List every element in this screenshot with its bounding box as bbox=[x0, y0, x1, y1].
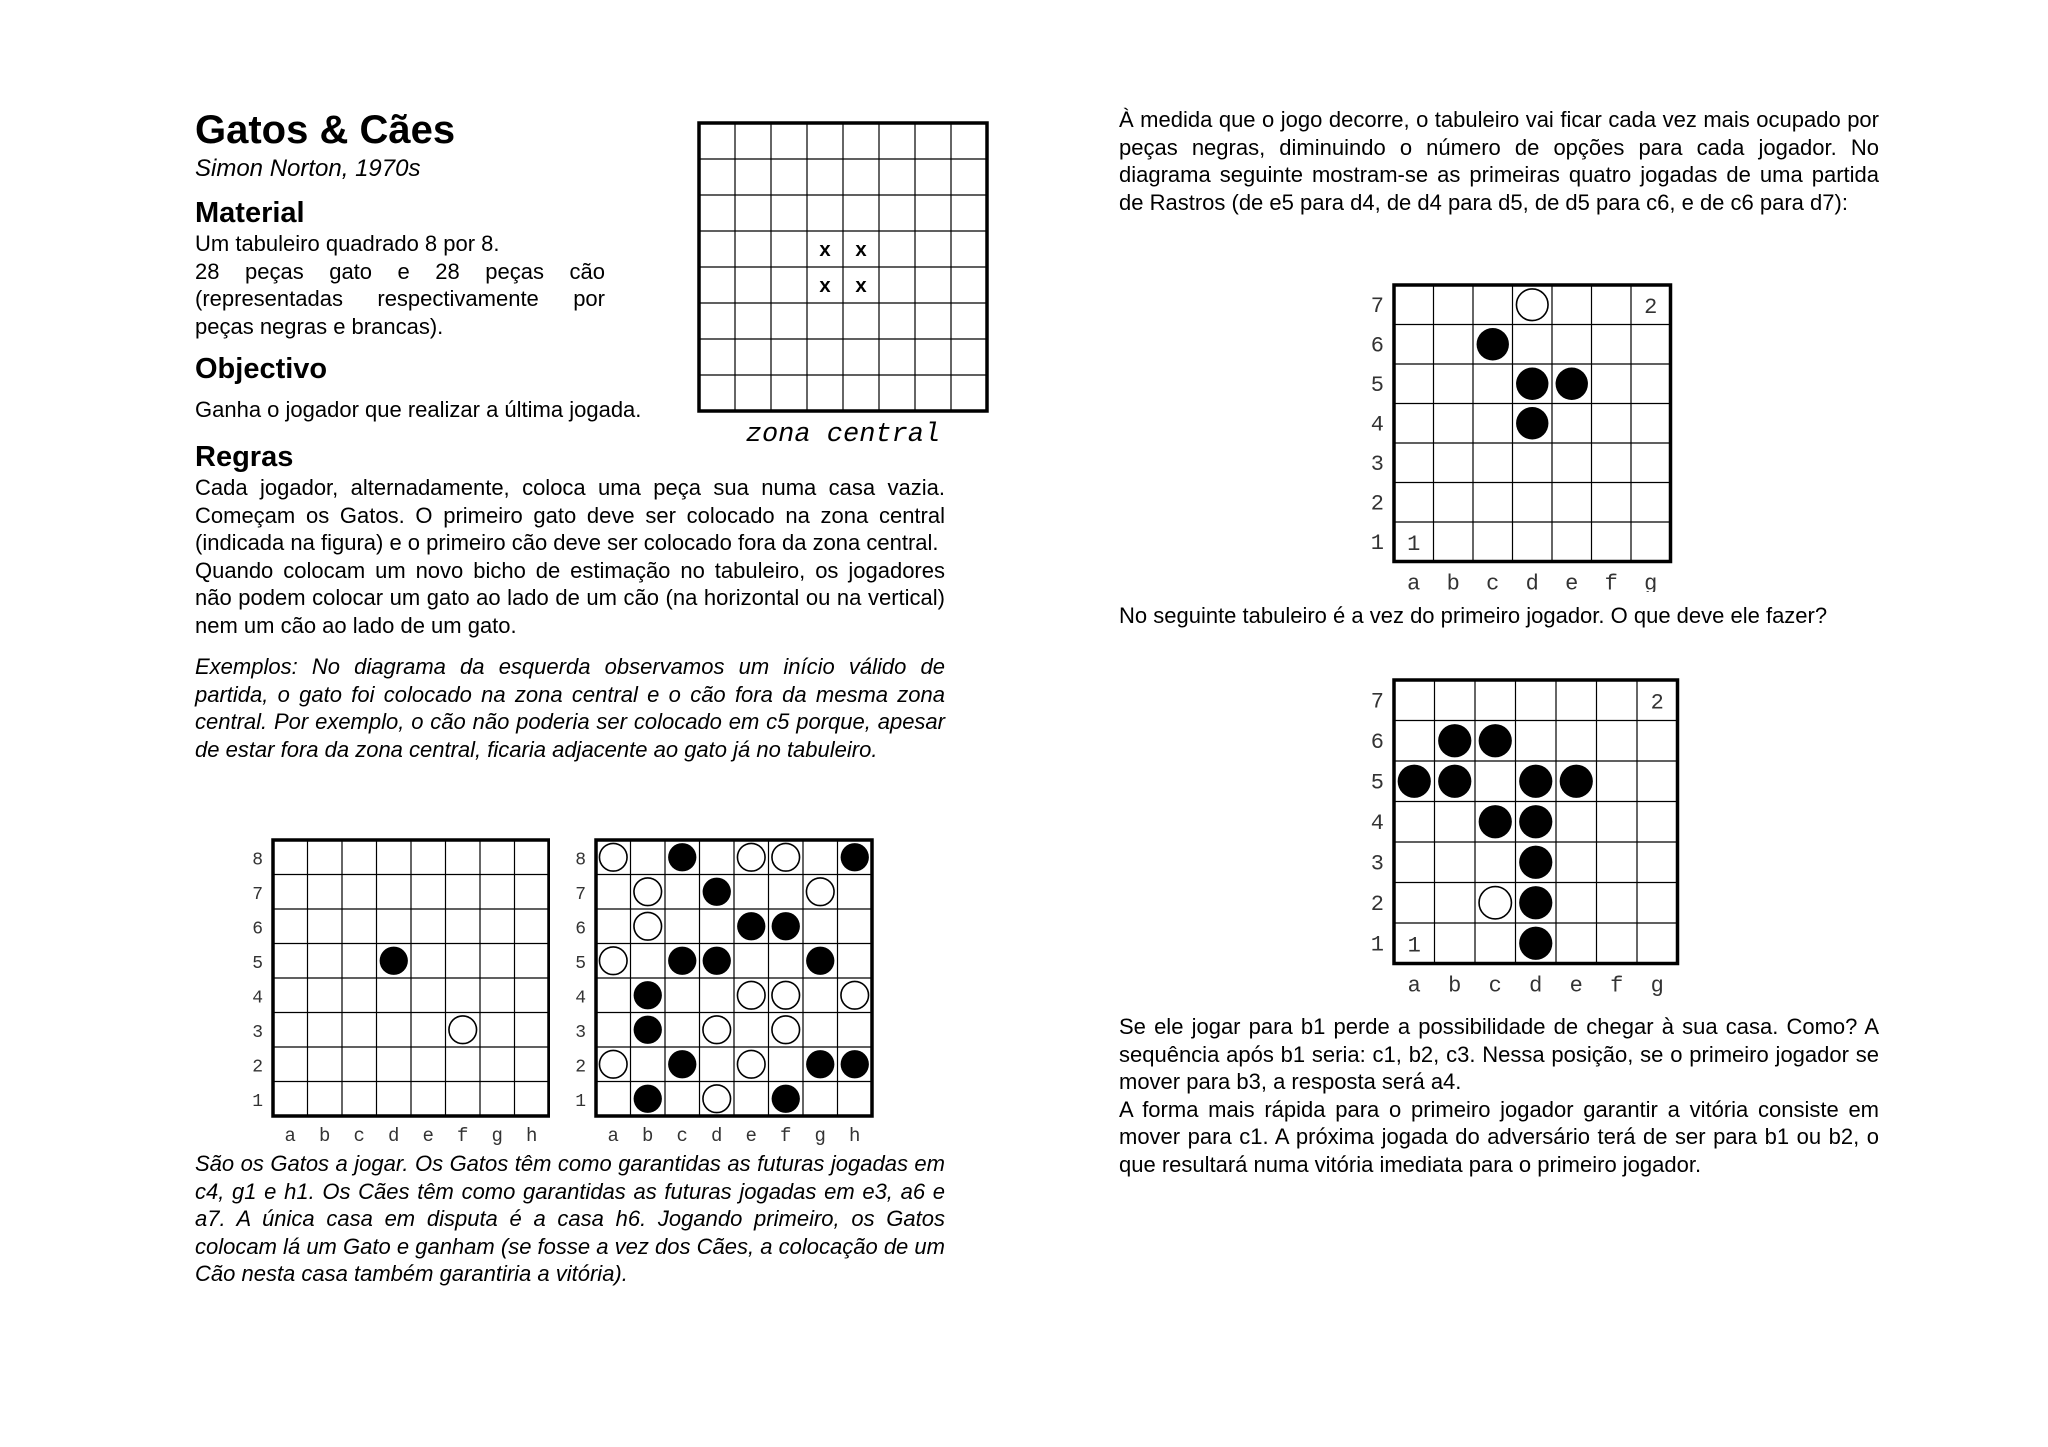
board-mid-white-piece-b6 bbox=[634, 912, 662, 940]
rastros2-rank-label-7: 7 bbox=[1370, 689, 1384, 715]
rastros1-file-label-a: a bbox=[1407, 571, 1421, 592]
rastros-board-1 bbox=[1350, 282, 1680, 597]
zone-mark-e4: x bbox=[854, 276, 868, 299]
rastros2-white-piece-c2 bbox=[1479, 887, 1511, 919]
material-line-2: 28 peças gato e 28 peças cão (representadas respectivamente por peças negras e brancas). bbox=[195, 258, 605, 339]
rastros1-file-label-f: f bbox=[1604, 571, 1618, 592]
rastros2-rank-label-6: 6 bbox=[1370, 729, 1384, 755]
rastros2-black-piece-d5 bbox=[1519, 765, 1552, 798]
board-mid-black-piece-f6 bbox=[772, 912, 800, 940]
board-left-file-label-d: d bbox=[388, 1125, 400, 1147]
board-mid-rank-label-8: 8 bbox=[575, 850, 586, 871]
rastros2-file-label-g: g bbox=[1650, 973, 1664, 997]
material-heading: Material bbox=[195, 197, 305, 229]
rastros2-file-label-a: a bbox=[1407, 973, 1421, 997]
board-mid-file-label-d: d bbox=[711, 1125, 723, 1147]
rastros2-file-label-f: f bbox=[1610, 973, 1624, 997]
board-left-svg bbox=[245, 838, 550, 1148]
question-text: No seguinte tabuleiro é a vez do primeiro jogador. O que deve ele fazer? bbox=[1119, 603, 1828, 628]
rastros1-rank-label-3: 3 bbox=[1370, 451, 1384, 477]
board-mid-black-piece-f1 bbox=[772, 1085, 800, 1113]
rastros-board-2 bbox=[1350, 677, 1680, 1002]
rastros1-white-piece-d7 bbox=[1516, 289, 1548, 321]
answer-block bbox=[1119, 1013, 1879, 1178]
rastros2-black-piece-a5 bbox=[1398, 765, 1431, 798]
board-left-rank-label-1: 1 bbox=[252, 1091, 263, 1112]
rastros1-black-piece-c6 bbox=[1477, 328, 1509, 360]
examples-paragraph: Exemplos: No diagrama da esquerda observamos um início válido de partida, o gato foi colocado na zona central e o cão fora da mesma zona central. Por exemplo, o cão não poderia ser colocado em c5 porque, apesar de estar fora da zona central, ficaria adjacente ao gato já no tabuleiro. bbox=[195, 654, 945, 762]
board-mid-black-piece-d7 bbox=[703, 878, 731, 906]
board-left-rank-label-7: 7 bbox=[252, 884, 263, 905]
board-mid-white-piece-b7 bbox=[634, 878, 662, 906]
objective-heading: Objectivo bbox=[195, 353, 328, 385]
board-mid-white-piece-e8 bbox=[737, 843, 765, 871]
rastros1-rank-label-2: 2 bbox=[1370, 491, 1384, 517]
board-left-file-label-f: f bbox=[457, 1125, 469, 1147]
zone-caption: zona central bbox=[745, 420, 941, 450]
board-mid-white-piece-e2 bbox=[737, 1050, 765, 1078]
board-mid-file-label-c: c bbox=[676, 1125, 688, 1147]
rastros-board-1-svg bbox=[1350, 282, 1680, 592]
board-mid-white-piece-a8 bbox=[599, 843, 627, 871]
rastros2-rank-label-4: 4 bbox=[1370, 810, 1384, 836]
board-mid-white-piece-g7 bbox=[806, 878, 834, 906]
board-left-rank-label-3: 3 bbox=[252, 1022, 263, 1043]
rastros2-black-piece-d2 bbox=[1519, 886, 1552, 919]
rastros1-rank-label-7: 7 bbox=[1370, 293, 1384, 319]
rules-paragraph-1: Cada jogador, alternadamente, coloca uma peça sua numa casa vazia. Começam os Gatos. O primeiro gato deve ser colocado na zona central (indicada na figura) e o primeiro cão deve ser colocado fora da zona central. bbox=[195, 475, 945, 555]
board-mid-black-piece-g5 bbox=[806, 947, 834, 975]
zone-mark-d4: x bbox=[818, 276, 832, 299]
board-middle bbox=[568, 838, 878, 1153]
board-left-rank-label-8: 8 bbox=[252, 850, 263, 871]
board-left-white-piece-f3 bbox=[449, 1016, 477, 1044]
rules-heading: Regras bbox=[195, 441, 294, 473]
board-mid-white-piece-f8 bbox=[772, 843, 800, 871]
board-left-rank-label-6: 6 bbox=[252, 919, 263, 940]
board-mid-file-label-a: a bbox=[607, 1125, 619, 1147]
rastros1-corner-bottom-label: 1 bbox=[1407, 531, 1421, 557]
answer-paragraph-2: A forma mais rápida para o primeiro jogador garantir a vitória consiste em mover para c1. A próxima jogada do adversário terá de ser para b1 ou b2, o que resultará numa vitória imediata para o primeiro jogador. bbox=[1119, 1096, 1879, 1177]
board-mid-black-piece-g2 bbox=[806, 1050, 834, 1078]
rastros1-rank-label-4: 4 bbox=[1370, 412, 1384, 438]
rastros1-rank-label-6: 6 bbox=[1370, 333, 1384, 359]
rastros2-black-piece-c4 bbox=[1479, 805, 1512, 838]
board-middle-svg bbox=[568, 838, 878, 1148]
rastros1-file-label-d: d bbox=[1525, 571, 1539, 592]
rastros2-file-label-c: c bbox=[1488, 973, 1502, 997]
board-mid-white-piece-a2 bbox=[599, 1050, 627, 1078]
board-left-black-piece-d5 bbox=[380, 947, 408, 975]
board-mid-black-piece-b4 bbox=[634, 981, 662, 1009]
board-mid-black-piece-e6 bbox=[737, 912, 765, 940]
board-left-file-label-a: a bbox=[284, 1125, 296, 1147]
rastros2-black-piece-c6 bbox=[1479, 724, 1512, 757]
board-mid-rank-label-3: 3 bbox=[575, 1022, 586, 1043]
answer-paragraph-1: Se ele jogar para b1 perde a possibilidade de chegar à sua casa. Como? A sequência após b1 seria: c1, b2, c3. Nessa posição, se o primeiro jogador se mover para b3, a resposta será a4. bbox=[1119, 1014, 1879, 1094]
zone-mark-d5: x bbox=[818, 240, 832, 263]
rastros2-rank-label-5: 5 bbox=[1370, 770, 1384, 796]
board-mid-white-piece-d3 bbox=[703, 1016, 731, 1044]
rastros2-black-piece-d1 bbox=[1519, 927, 1552, 960]
board-mid-black-piece-h2 bbox=[841, 1050, 869, 1078]
board-mid-file-label-f: f bbox=[780, 1125, 792, 1147]
rastros2-rank-label-2: 2 bbox=[1370, 891, 1384, 917]
rules-block bbox=[195, 440, 945, 763]
right-intro-text: À medida que o jogo decorre, o tabuleiro vai ficar cada vez mais ocupado por peças negras, diminuindo o número de opções para cada jogador. No diagrama seguinte mostram-se as primeiras quatro jogadas de uma partida de Rastros (de e5 para d4, de d4 para d5, de d5 para c6, e de c6 para d7): bbox=[1119, 107, 1879, 215]
board-mid-rank-label-4: 4 bbox=[575, 988, 586, 1009]
board-mid-black-piece-c2 bbox=[668, 1050, 696, 1078]
rastros-board-2-svg bbox=[1350, 677, 1680, 997]
zone-mark-e5: x bbox=[854, 240, 868, 263]
board-left-file-label-g: g bbox=[491, 1125, 503, 1147]
left-header-block bbox=[195, 106, 605, 386]
rastros2-rank-label-3: 3 bbox=[1370, 851, 1384, 877]
board-mid-rank-label-6: 6 bbox=[575, 919, 586, 940]
rastros2-black-piece-b6 bbox=[1438, 724, 1471, 757]
bottom-explanation: São os Gatos a jogar. Os Gatos têm como garantidas as futuras jogadas em c4, g1 e h1. Os Cães têm como garantidas as futuras jogadas em e3, a6 e a7. A única casa em disputa é a casa h6. Jogando primeiro, os Gatos colocam lá um Gato e ganham (se fosse a vez dos Cães, a colocação de um Cão nesta casa também garantiria a vitória). bbox=[195, 1151, 945, 1286]
board-mid-black-piece-b3 bbox=[634, 1016, 662, 1044]
page-title: Gatos & Cães bbox=[195, 108, 456, 152]
board-mid-black-piece-c5 bbox=[668, 947, 696, 975]
rastros2-black-piece-b5 bbox=[1438, 765, 1471, 798]
board-mid-white-piece-a5 bbox=[599, 947, 627, 975]
board-mid-white-piece-h4 bbox=[841, 981, 869, 1009]
board-mid-rank-label-7: 7 bbox=[575, 884, 586, 905]
rastros2-black-piece-d4 bbox=[1519, 805, 1552, 838]
rastros2-rank-label-1: 1 bbox=[1370, 932, 1384, 958]
board-mid-black-piece-h8 bbox=[841, 843, 869, 871]
rastros1-rank-label-1: 1 bbox=[1370, 530, 1384, 556]
board-mid-white-piece-d1 bbox=[703, 1085, 731, 1113]
objective-text: Ganha o jogador que realizar a última jogada. bbox=[195, 397, 642, 422]
material-line-1: Um tabuleiro quadrado 8 por 8. bbox=[195, 231, 500, 256]
rules-paragraph-2: Quando colocam um novo bicho de estimação no tabuleiro, os jogadores não podem colocar um gato ao lado de um cão (na horizontal ou na vertical) nem um cão ao lado de um gato. bbox=[195, 557, 945, 638]
board-left-file-label-c: c bbox=[353, 1125, 365, 1147]
board-left-file-label-e: e bbox=[422, 1125, 434, 1147]
rastros1-black-piece-d4 bbox=[1516, 407, 1548, 439]
board-left bbox=[245, 838, 550, 1153]
board-mid-black-piece-d5 bbox=[703, 947, 731, 975]
rastros1-black-piece-e5 bbox=[1556, 368, 1588, 400]
board-mid-rank-label-2: 2 bbox=[575, 1057, 586, 1078]
board-left-rank-label-5: 5 bbox=[252, 953, 263, 974]
rastros1-rank-label-5: 5 bbox=[1370, 372, 1384, 398]
board-mid-black-piece-b1 bbox=[634, 1085, 662, 1113]
board-mid-file-label-b: b bbox=[642, 1125, 654, 1147]
rastros2-corner-bottom-label: 1 bbox=[1407, 933, 1421, 959]
board-mid-file-label-g: g bbox=[814, 1125, 826, 1147]
rastros2-black-piece-d3 bbox=[1519, 846, 1552, 879]
board-mid-file-label-h: h bbox=[849, 1125, 861, 1147]
board-mid-file-label-e: e bbox=[745, 1125, 757, 1147]
author-line: Simon Norton, 1970s bbox=[195, 155, 421, 182]
rastros1-file-label-g: g bbox=[1644, 571, 1658, 592]
rastros1-black-piece-d5 bbox=[1516, 368, 1548, 400]
board-mid-rank-label-5: 5 bbox=[575, 953, 586, 974]
rastros1-corner-top-label: 2 bbox=[1644, 294, 1658, 320]
board-mid-white-piece-e4 bbox=[737, 981, 765, 1009]
board-mid-white-piece-f3 bbox=[772, 1016, 800, 1044]
board-mid-white-piece-f4 bbox=[772, 981, 800, 1009]
rastros2-file-label-b: b bbox=[1448, 973, 1462, 997]
rastros2-black-piece-e5 bbox=[1560, 765, 1593, 798]
board-left-rank-label-2: 2 bbox=[252, 1057, 263, 1078]
rastros2-file-label-e: e bbox=[1569, 973, 1583, 997]
board-mid-black-piece-c8 bbox=[668, 843, 696, 871]
rastros2-corner-top-label: 2 bbox=[1650, 690, 1664, 716]
board-mid-rank-label-1: 1 bbox=[575, 1091, 586, 1112]
rastros2-file-label-d: d bbox=[1529, 973, 1543, 997]
board-left-file-label-h: h bbox=[526, 1125, 538, 1147]
rastros1-file-label-b: b bbox=[1446, 571, 1460, 592]
rastros1-file-label-c: c bbox=[1486, 571, 1500, 592]
rastros1-file-label-e: e bbox=[1565, 571, 1579, 592]
zone-board-svg bbox=[697, 121, 993, 451]
board-left-rank-label-4: 4 bbox=[252, 988, 263, 1009]
zone-board bbox=[697, 121, 993, 456]
board-left-file-label-b: b bbox=[319, 1125, 331, 1147]
